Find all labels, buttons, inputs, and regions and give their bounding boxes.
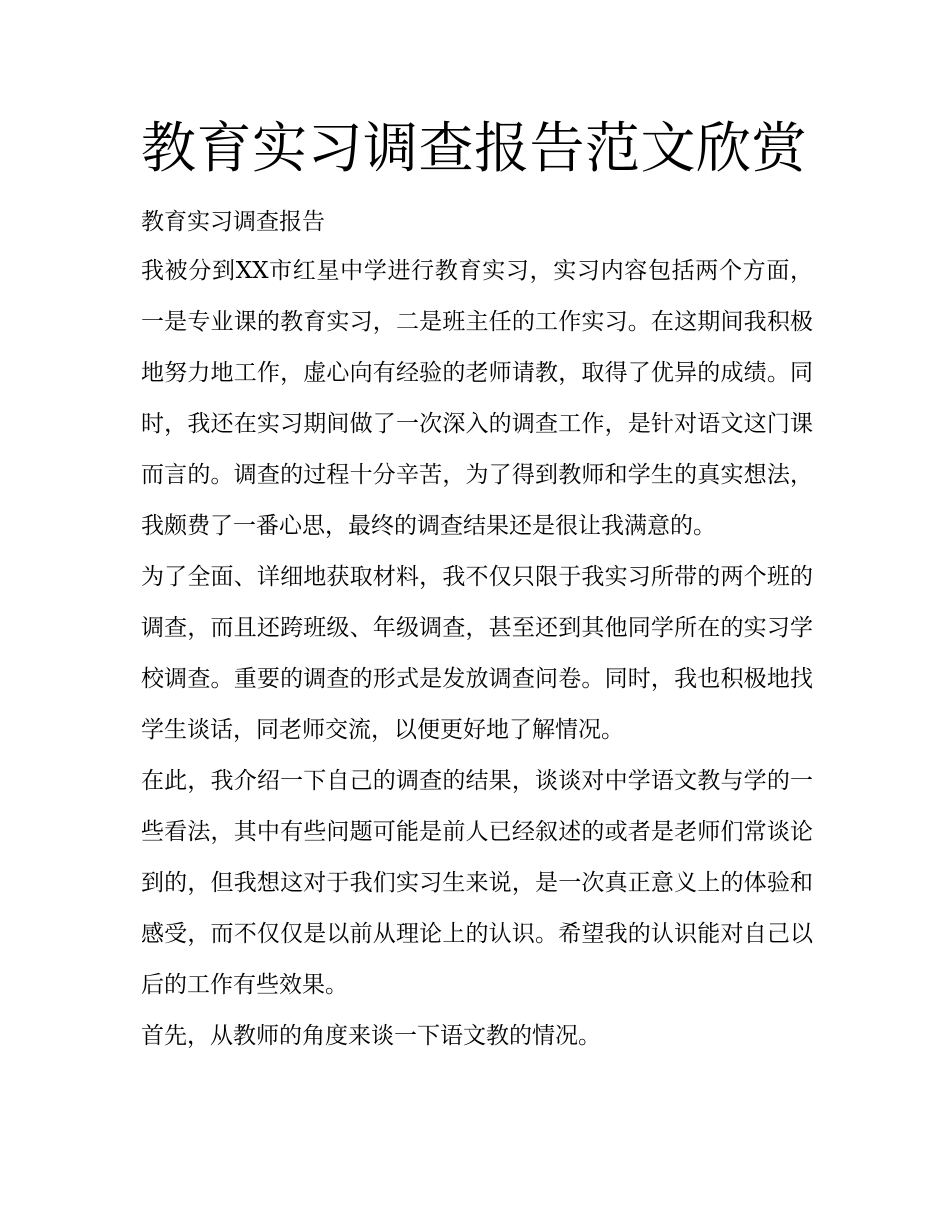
document-subtitle: 教育实习调查报告 <box>141 209 325 235</box>
document-title: 教育实习调查报告范文欣赏 <box>141 116 808 180</box>
paragraph-teacher-view: 首先，从教师的角度来谈一下语文教的情况。 <box>141 1023 601 1049</box>
paragraph-overview: 在此，我介绍一下自己的调查的结果，谈谈对中学语文教与学的一些看法，其中有些问题可能是前人已经叙述的或者是老师们常谈论到的，但我想这对于我们实习生来说，是一次真正意义上的体验和感受，而不仅仅是以前从理论上的认识。希望我的认识能对自己以后的工作有些效果。 <box>141 768 813 998</box>
paragraph-intro: 我被分到XX市红星中学进行教育实习，实习内容包括两个方面，一是专业课的教育实习，二是班主任的工作实习。在这期间我积极地努力地工作，虚心向有经验的老师请教，取得了优异的成绩。同时，我还在实习期间做了一次深入的调查工作，是针对语文这门课而言的。调查的过程十分辛苦，为了得到教师和学生的真实想法，我颇费了一番心思，最终的调查结果还是很让我满意的。 <box>141 258 813 539</box>
paragraph-methods: 为了全面、详细地获取材料，我不仅只限于我实习所带的两个班的调查，而且还跨班级、年级调查，甚至还到其他同学所在的实习学校调查。重要的调查的形式是发放调查问卷。同时，我也积极地找学生谈话，同老师交流，以便更好地了解情况。 <box>141 564 813 743</box>
document-body <box>141 112 813 1062</box>
